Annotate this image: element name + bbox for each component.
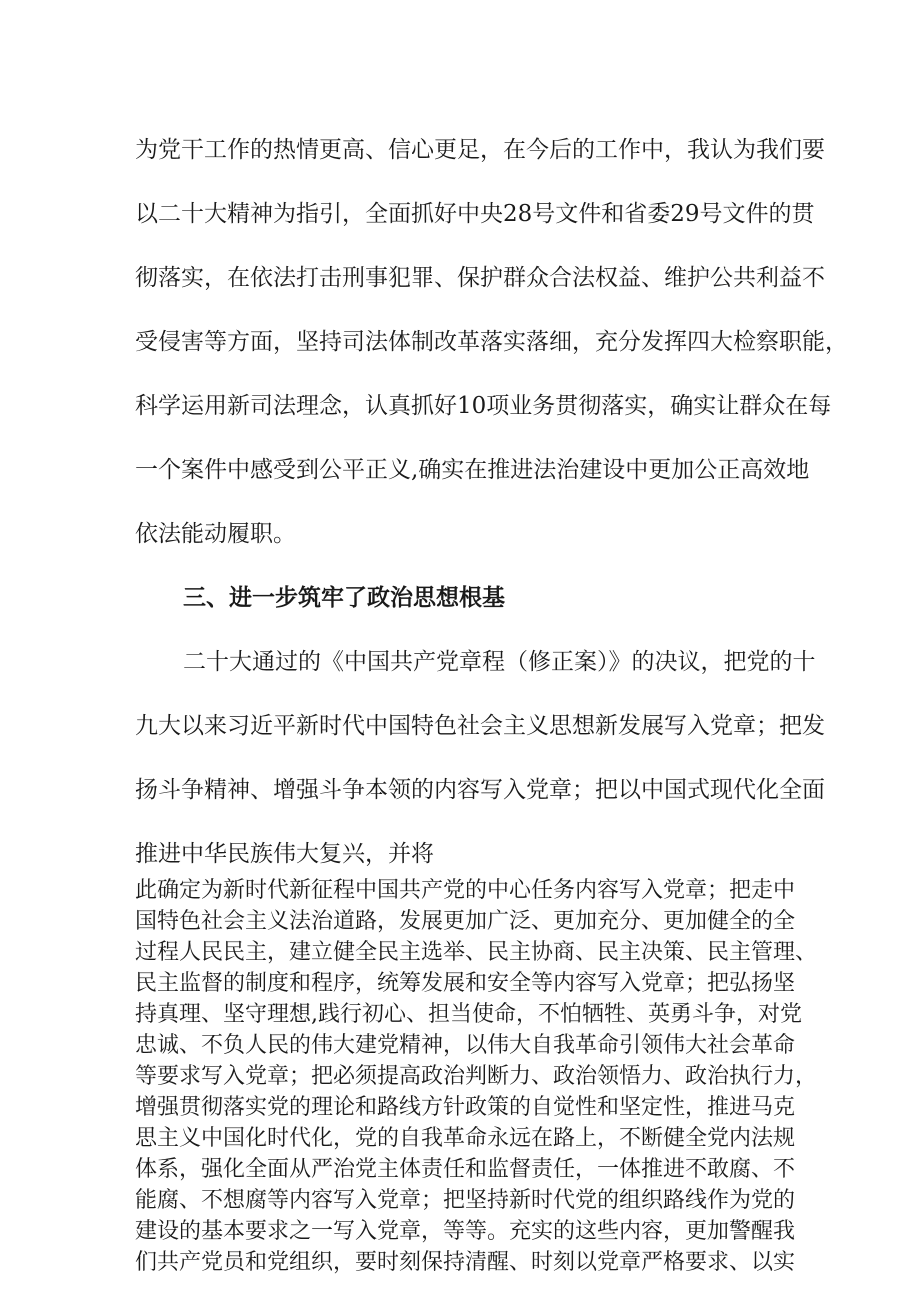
paragraph-line: 为党干工作的热情更高、信心更足，在今后的工作中，我认为我们要 [135, 137, 825, 163]
paragraph-line: 科学运用新司法理念，认真抓好10项业务贯彻落实，确实让群众在每 [135, 393, 832, 419]
paragraph-line: 扬斗争精神、增强斗争本领的内容写入党章；把以中国式现代化全面 [135, 777, 825, 803]
paragraph-line: 能腐、不想腐等内容写入党章；把坚持新时代党的组织路线作为党的 [135, 1188, 796, 1213]
paragraph-line: 二十大通过的《中国共产党章程（修正案）》的决议，把党的十 [183, 649, 816, 675]
paragraph-line: 此确定为新时代新征程中国共产党的中心任务内容写入党章；把走中 [135, 878, 796, 903]
paragraph-line: 依法能动履职。 [135, 521, 296, 547]
paragraph-line: 受侵害等方面，坚持司法体制改革落实落细，充分发挥四大检察职能， [135, 329, 848, 355]
paragraph-line: 民主监督的制度和程序，统筹发展和安全等内容写入党章；把弘扬坚 [135, 971, 796, 996]
paragraph-line: 国特色社会主义法治道路，发展更加广泛、更加充分、更加健全的全 [135, 909, 796, 934]
paragraph-line: 以二十大精神为指引，全面抓好中央28号文件和省委29号文件的贯 [135, 201, 815, 227]
paragraph-line: 持真理、坚守理想,践行初心、担当使命，不怕牺牲、英勇斗争，对党 [135, 1002, 802, 1027]
paragraph-line: 们共产党员和党组织，要时刻保持清醒、时刻以党章严格要求、以实 [135, 1250, 796, 1275]
paragraph-line: 一个案件中感受到公平正义,确实在推进法治建设中更加公正高效地 [135, 457, 810, 483]
section-heading: 三、进一步筑牢了政治思想根基 [183, 584, 505, 611]
paragraph-line: 推进中华民族伟大复兴，并将 [135, 841, 434, 867]
paragraph-line: 体系，强化全面从严治党主体责任和监督责任，一体推进不敢腐、不 [135, 1157, 796, 1182]
paragraph-line: 忠诚、不负人民的伟大建党精神，以伟大自我革命引领伟大社会革命 [135, 1033, 796, 1058]
paragraph-line: 等要求写入党章；把必须提高政治判断力、政治领悟力、政治执行力， [135, 1064, 818, 1089]
paragraph-line: 过程人民民主，建立健全民主选举、民主协商、民主决策、民主管理、 [135, 940, 818, 965]
paragraph-line: 思主义中国化时代化，党的自我革命永远在路上，不断健全党内法规 [135, 1126, 796, 1151]
paragraph-line: 九大以来习近平新时代中国特色社会主义思想新发展写入党章；把发 [135, 713, 825, 739]
paragraph-line: 增强贯彻落实党的理论和路线方针政策的自觉性和坚定性，推进马克 [135, 1095, 796, 1120]
paragraph-line: 建设的基本要求之一写入党章，等等。充实的这些内容，更加警醒我 [135, 1219, 796, 1244]
paragraph-line: 彻落实，在依法打击刑事犯罪、保护群众合法权益、维护公共利益不 [135, 265, 825, 291]
